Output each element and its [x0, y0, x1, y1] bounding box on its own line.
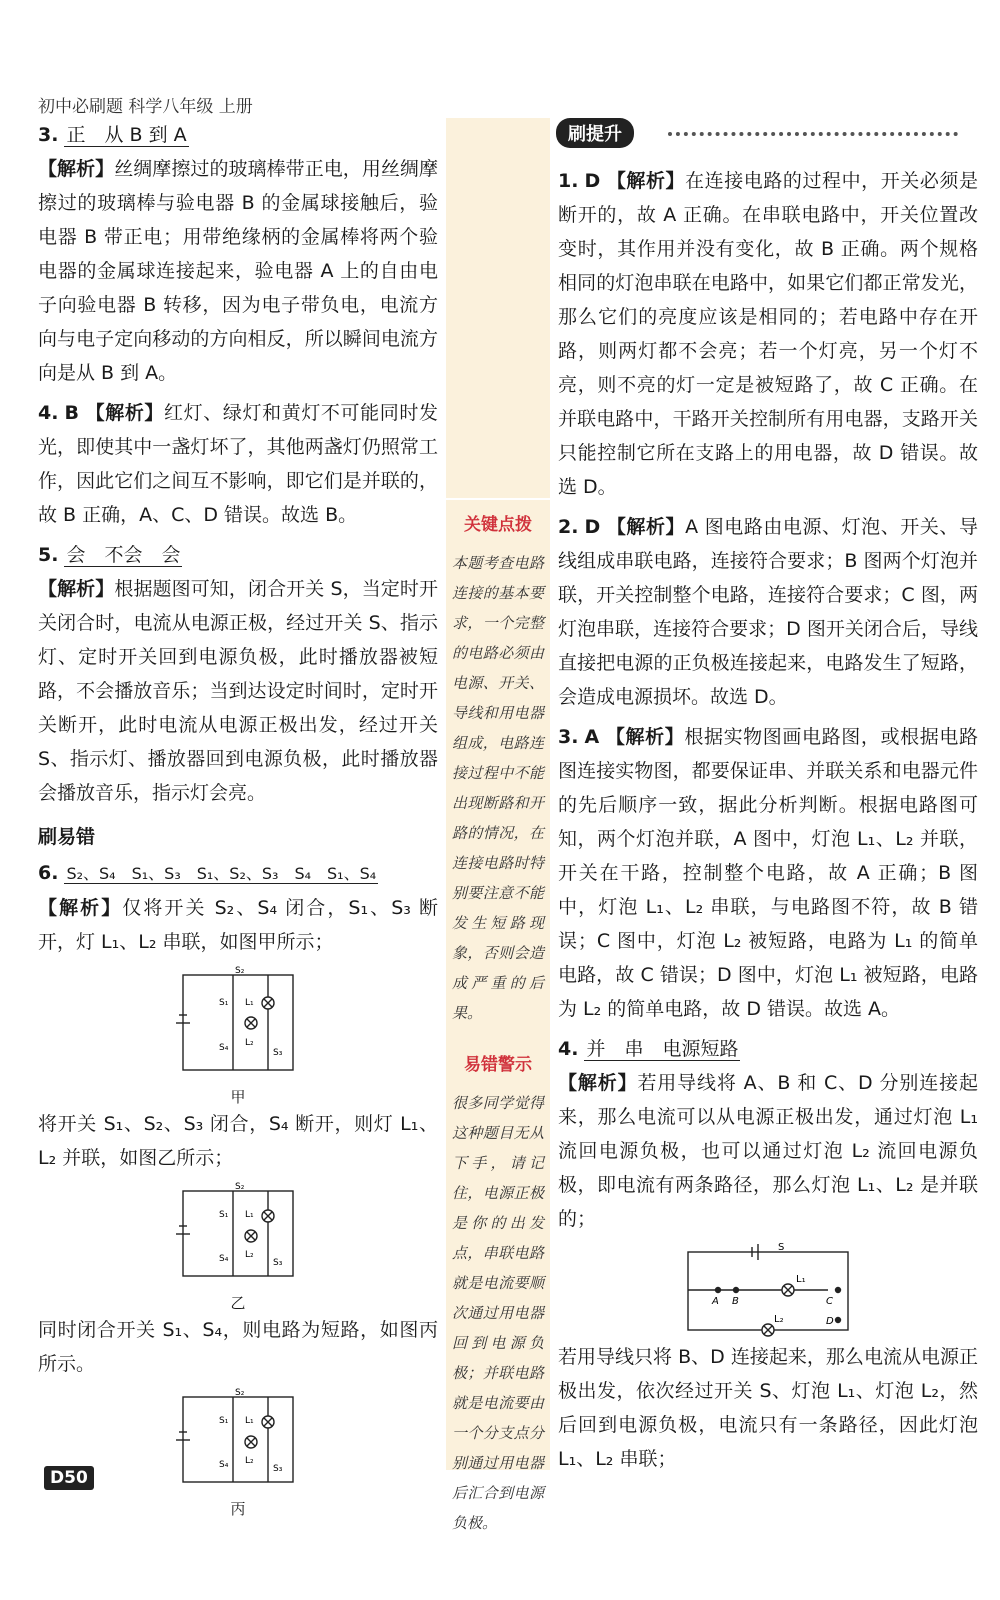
dotted-divider — [668, 132, 958, 136]
answer: A — [584, 726, 600, 748]
analysis-label: 【解析】 — [38, 158, 115, 180]
right-column — [558, 164, 978, 1482]
analysis-text: 根据题图可知，闭合开关 S，当定时开关闭合时，电流从电源正极，经过开关 S、指示灯、定时开关回到电源负极，此时播放器被短路，不会播放音乐；当到达设定时间时，定时开关断开，此时电流从电源正极出发，经过开关 S、指示灯、播放器回到电源负极，此时播放器会播放音乐，指示灯会亮。 — [38, 578, 438, 804]
question-number: 4. — [558, 1038, 579, 1060]
answer: D — [584, 170, 601, 192]
boost-badge: 刷提升 — [556, 118, 634, 148]
key-points-title: 关键点拨 — [464, 515, 532, 535]
question-number: 4. — [38, 402, 59, 424]
answer: 会 不会 会 — [66, 544, 181, 566]
label-switch: S — [778, 1242, 785, 1253]
warning-title: 易错警示 — [464, 1055, 532, 1075]
question-3 — [38, 118, 438, 390]
question-4 — [38, 396, 438, 532]
answer: 正 从 B 到 A — [66, 124, 187, 146]
side-strip-top — [446, 118, 550, 498]
label-s3: S₃ — [273, 1258, 283, 1268]
analysis-label: 【解析】 — [38, 578, 115, 600]
label-s2: S₂ — [235, 1388, 245, 1398]
warning-text: 很多同学觉得这种题目无从下手，请记住，电源正极是你的出发点，串联电路就是电流要顺次通过用电器回到电源负极；并联电路就是电流要由一个分支点分别通过用电器后汇合到电源负极。 — [452, 1094, 544, 1532]
label-c: C — [826, 1296, 833, 1307]
label-s3: S₃ — [273, 1048, 283, 1058]
label-l1: L₁ — [245, 1416, 254, 1426]
label-l1: L₁ — [245, 998, 254, 1008]
analysis-label: 【解析】 — [605, 726, 685, 748]
answer: B — [64, 402, 79, 424]
label-s4: S₄ — [219, 1043, 229, 1053]
key-points-text: 本题考查电路连接的基本要求，一个完整的电路必须由电源、开关、导线和用电器组成，电路连接过程中不能出现断路和开路的情况，在连接电路时特别要注意不能发生短路现象，否则会造成严重的后果。 — [452, 554, 544, 1022]
label-s1: S₁ — [219, 1210, 229, 1220]
label-l2: L₂ — [245, 1250, 254, 1260]
figure-caption: 乙 — [230, 1294, 246, 1312]
analysis-text: 红灯、绿灯和黄灯不可能同时发光，即使其中一盏灯坏了，其他两盏灯仍照常工作，因此它们之间互不影响，即它们是并联的，故 B 正确，A、C、D 错误。故选 B。 — [38, 402, 438, 526]
answer: S₂、S₄ S₁、S₃ S₁、S₂、S₃ S₄ S₁、S₄ — [66, 864, 377, 883]
question-4-right — [558, 1032, 978, 1476]
label-s2: S₂ — [235, 1182, 245, 1192]
question-number: 2. — [558, 516, 579, 538]
answer: D — [584, 516, 601, 538]
boost-section-header — [556, 118, 956, 148]
label-b: B — [732, 1296, 739, 1307]
side-note-warning — [446, 1040, 550, 1532]
circuit-diagram-yi — [173, 1181, 303, 1291]
analysis-text: 将开关 S₁、S₂、S₃ 闭合，S₄ 断开，则灯 L₁、L₂ 并联，如图乙所示； — [38, 1113, 438, 1169]
analysis-label: 【解析】 — [38, 897, 123, 919]
label-s3: S₃ — [273, 1464, 283, 1474]
analysis-label: 【解析】 — [85, 402, 165, 424]
label-l2: L₂ — [245, 1456, 254, 1466]
label-s1: S₁ — [219, 998, 229, 1008]
analysis-text: 若用导线只将 B、D 连接起来，那么电流从电源正极出发，依次经过开关 S、灯泡 L₁、灯泡 L₂，然后回到电源负极，电流只有一条路径，因此灯泡 L₁、L₂ 串联； — [558, 1346, 978, 1470]
label-l1: L₁ — [245, 1210, 254, 1220]
section-title: 刷易错 — [38, 826, 96, 848]
question-number: 1. — [558, 170, 579, 192]
page-header: 初中必刷题 科学八年级 上册 — [38, 97, 253, 117]
analysis-text: 同时闭合开关 S₁、S₄，则电路为短路，如图丙所示。 — [38, 1319, 438, 1375]
analysis-text: 仅将开关 S₂、S₄ 闭合，S₁、S₃ 断开，灯 L₁、L₂ 串联，如图甲所示； — [38, 897, 438, 953]
question-5 — [38, 538, 438, 810]
question-3-right — [558, 720, 978, 1026]
analysis-text: 在连接电路的过程中，开关必须是断开的，故 A 正确。在串联电路中，开关位置改变时，其作用并没有变化，故 B 正确。两个规格相同的灯泡串联在电路中，如果它们都正常发光，那么它们的亮度应该是相同的；若电路中存在开路，则两灯都不会亮；若一个灯亮，另一个灯不亮，则不亮的灯一定是被短路了，故 C 正确。在并联电路中，干路开关控制所有用电器，支路开关只能控制它所在支路上的用电器，故 D 错误。故选 D。 — [558, 170, 978, 498]
page-number: D50 — [44, 1466, 94, 1490]
answer: 并 串 电源短路 — [586, 1038, 739, 1060]
circuit-diagram-bing — [173, 1387, 303, 1497]
label-s1: S₁ — [219, 1416, 229, 1426]
side-note-key-points — [446, 500, 550, 1040]
label-s2: S₂ — [235, 966, 245, 976]
circuit-diagram-jia — [173, 965, 303, 1085]
question-2 — [558, 510, 978, 714]
analysis-text: 若用导线将 A、B 和 C、D 分别连接起来，那么电流可以从电源正极出发，通过灯泡 L₁ 流回电源负极，也可以通过灯泡 L₂ 流回电源负极，即电流有两条路径，那么灯泡 L₁、L₂ 是并联的； — [558, 1072, 978, 1230]
label-l2: L₂ — [245, 1038, 254, 1048]
question-number: 5. — [38, 544, 59, 566]
label-a: A — [712, 1296, 719, 1307]
left-column — [38, 118, 438, 1525]
analysis-label: 【解析】 — [558, 1072, 638, 1094]
question-number: 6. — [38, 862, 59, 884]
analysis-label: 【解析】 — [606, 516, 686, 538]
analysis-text: A 图电路由电源、灯泡、开关、导线组成串联电路，连接符合要求；B 图两个灯泡并联，开关控制整个电路，连接符合要求；C 图，两灯泡串联，连接符合要求；D 图开关闭合后，导线直接把电源的正负极连接起来，电路发生了短路，会造成电源损坏。故选 D。 — [558, 516, 978, 708]
analysis-label: 【解析】 — [606, 170, 686, 192]
figure-caption: 甲 — [230, 1088, 246, 1106]
analysis-text: 丝绸摩擦过的玻璃棒带正电，用丝绸摩擦过的玻璃棒与验电器 B 的金属球接触后，验电器 B 带正电；用带绝缘柄的金属棒将两个验电器的金属球连接起来，验电器 A 上的自由电子向验电器 B 转移，因为电子带负电，电流方向与电子定向移动的方向相反，所以瞬间电流方向是从 B 到 A。 — [38, 158, 438, 384]
question-number: 3. — [38, 124, 59, 146]
question-number: 3. — [558, 726, 579, 748]
label-l1: L₁ — [796, 1274, 806, 1285]
label-s4: S₄ — [219, 1254, 229, 1264]
question-1 — [558, 164, 978, 504]
label-s4: S₄ — [219, 1460, 229, 1470]
figure-caption: 丙 — [230, 1500, 246, 1518]
question-6 — [38, 856, 438, 1519]
label-l2: L₂ — [774, 1314, 784, 1325]
analysis-text: 根据实物图画电路图，或根据电路图连接实物图，都要保证串、并联关系和电器元件的先后顺序一致，据此分析判断。根据电路图可知，两个灯泡并联，A 图中，灯泡 L₁、L₂ 并联，开关在干路，控制整个电路，故 A 正确；B 图中，灯泡 L₁、L₂ 串联，与电路图不符，故 B 错误；C 图中，灯泡 L₂ 被短路，电路为 L₁ 的简单电路，故 C 错误；D 图中，灯泡 L₁ 被短路，电路为 L₂ 的简单电路，故 D 错误。故选 A。 — [558, 726, 978, 1020]
circuit-diagram-q4 — [678, 1242, 858, 1338]
label-d: D — [826, 1316, 834, 1327]
